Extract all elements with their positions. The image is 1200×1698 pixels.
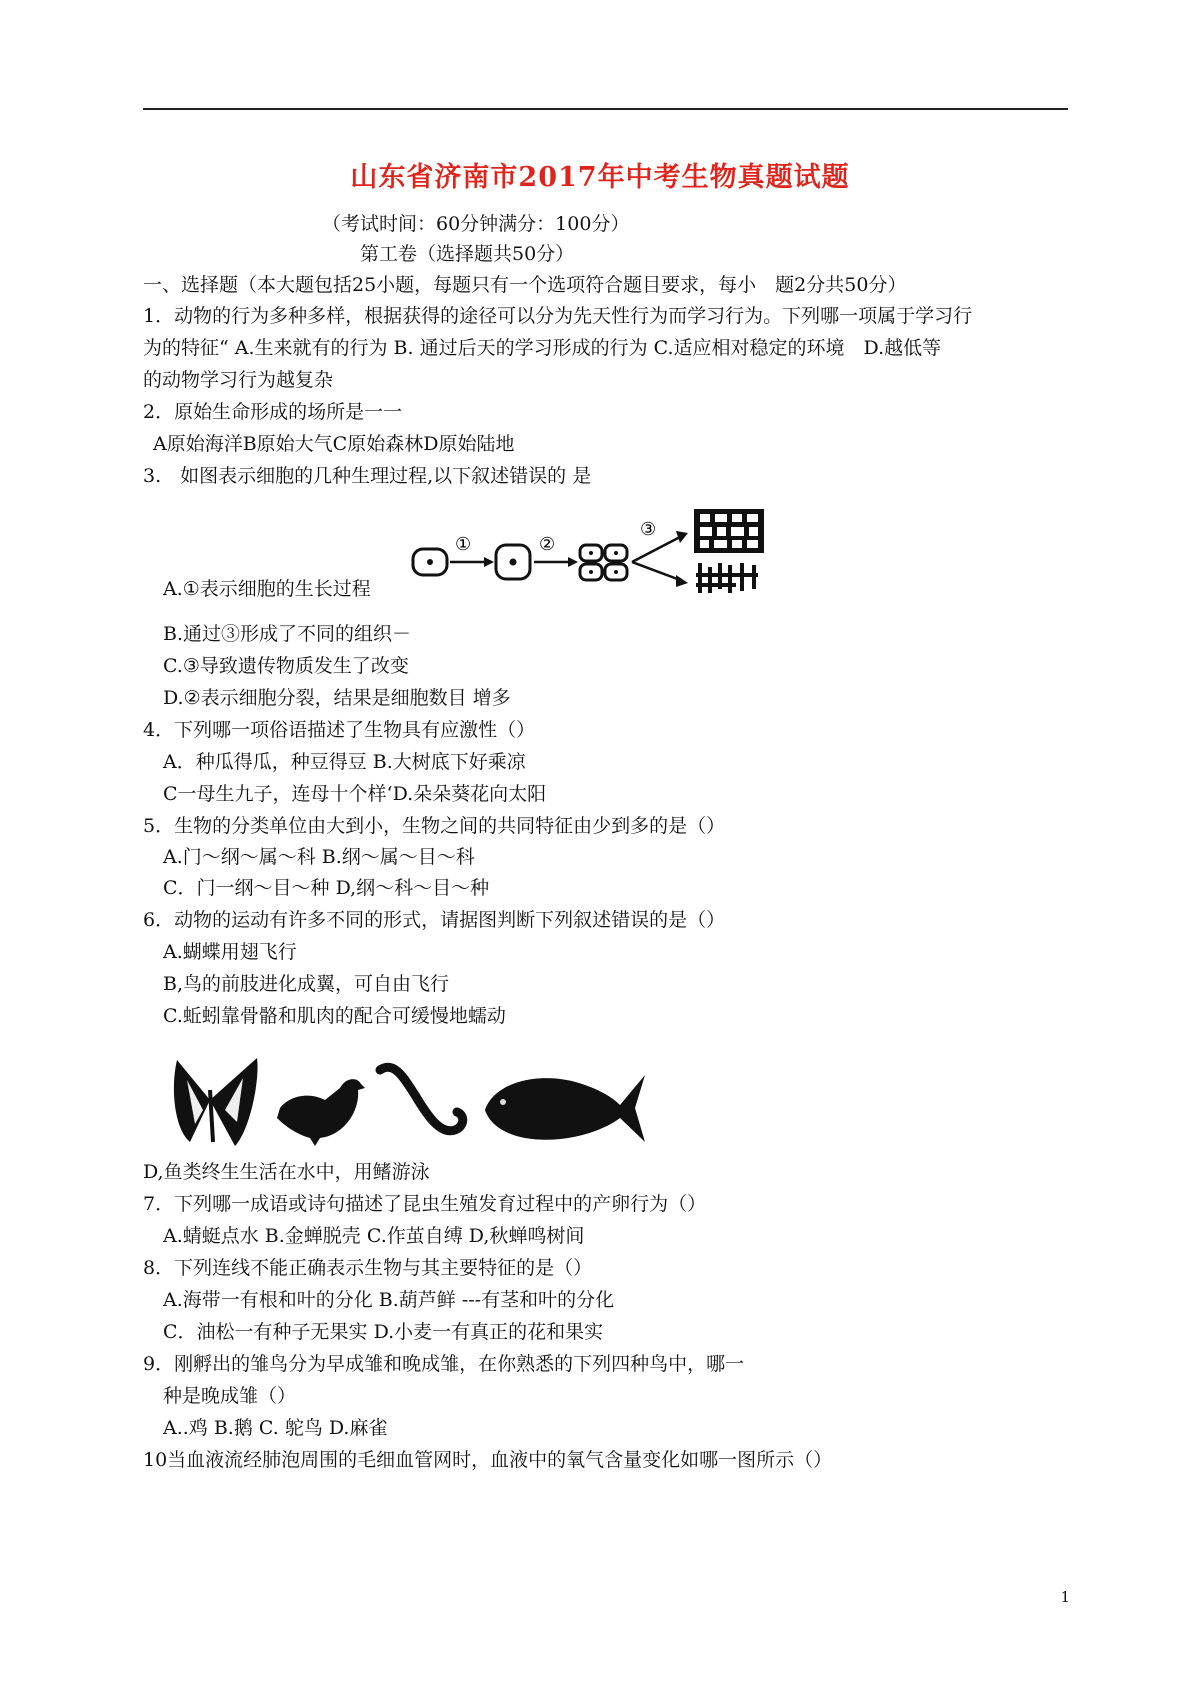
q2-options: A原始海洋B原始大气C原始森林D原始陆地 [153,433,515,455]
q10-stem: 10当血液流经肺泡周围的毛细血管网时，血液中的氧气含量变化如哪一图所示（） [143,1449,833,1471]
figure-label-2: ② [539,534,556,555]
q4-options-cd: C一母生九子，连母十个样‘D.朵朵葵花向太阳 [163,783,547,805]
q1-line3: 的动物学习行为越复杂 [143,369,334,391]
q2-line1: 2．原始生命形成的场所是一一 [143,401,403,423]
q9-options: A..鸡 B.鹅 C. 鸵鸟 D.麻雀 [163,1417,388,1439]
fish-icon [485,1075,645,1142]
q4-options-ab: A．种瓜得瓜，种豆得豆 B.大树底下好乘凉 [163,751,526,773]
q6-option-a: A.蝴蝶用翅飞行 [163,941,297,963]
q6-stem: 6．动物的运动有许多不同的形式，请据图判断下列叙述错误的是（） [143,909,726,931]
figure-label-3: ③ [640,519,657,540]
q3-stem: 3. 如图表示细胞的几种生理过程,以下叙述错误的 是 [143,465,592,487]
q7-stem: 7．下列哪一成语或诗句描述了昆虫生殖发育过程中的产卵行为（） [143,1193,707,1215]
figure-label-1: ① [455,534,472,555]
q5-options-ab: A.门～纲～属～科 B.纲～属～目～科 [163,846,475,868]
header-rule [143,108,1068,110]
tissue-bottom [696,563,758,593]
part-heading: 一、选择题（本大题包括25小题，每题只有一个选项符合题目要求，每小 题2分共50分） [143,274,907,296]
exam-info: （考试时间：60分钟满分：100分） [322,213,630,235]
page-title: 山东省济南市2017年中考生物真题试题 [350,162,850,193]
animals-figure [165,1050,645,1150]
q1-line2: 为的特征“ A.生来就有的行为 B. 通过后天的学习形成的行为 C.适应相对稳定的环境 D.越低等 [143,337,942,359]
q6-option-d: D,鱼类终生生活在水中，用鳍游泳 [143,1161,430,1183]
tissue-top [694,509,764,553]
q9-stem-line1: 9．刚孵出的雏鸟分为早成雏和晚成雏，在你熟悉的下列四种鸟中，哪一 [143,1353,745,1375]
q5-options-cd: C．门一纲～目～种 D,纲～科～目～种 [163,877,490,899]
q3-option-b: B.通过③形成了不同的组织－ [163,623,412,645]
q3-option-c: C.③导致遗传物质发生了改变 [163,655,409,677]
q6-option-c: C.蚯蚓靠骨骼和肌肉的配合可缓慢地蠕动 [163,1005,506,1027]
butterfly-icon [174,1058,258,1146]
q8-options-ab: A.海带一有根和叶的分化 B.葫芦鲜 ---有茎和叶的分化 [163,1289,615,1311]
q3-option-d: D.②表示细胞分裂，结果是细胞数目 增多 [163,687,511,709]
q5-stem: 5．生物的分类单位由大到小，生物之间的共同特征由少到多的是（） [143,815,726,837]
q6-option-b: B,鸟的前肢进化成翼，可自由飞行 [163,973,450,995]
q4-stem: 4．下列哪一项俗语描述了生物具有应激性（） [143,719,536,741]
q3-option-a: A.①表示细胞的生长过程 [163,578,371,600]
q7-options: A.蜻蜓点水 B.金蝉脱壳 C.作茧自缚 D,秋蝉鸣树间 [163,1225,585,1247]
earthworm-icon [380,1067,463,1130]
q9-stem-line2: 种是晚成雏（） [163,1385,297,1407]
page-number: 1 [1060,1588,1070,1606]
q1-line1: 1．动物的行为多种多样，根据获得的途径可以分为先天性行为而学习行为。下列哪一项属于学习行 [143,305,973,327]
q8-stem: 8．下列连线不能正确表示生物与其主要特征的是（） [143,1257,593,1279]
cell-process-figure [408,505,788,595]
section-heading: 第工卷（选择题共50分） [360,243,575,265]
q8-options-cd: C．油松一有种子无果实 D.小麦一有真正的花和果实 [163,1321,604,1343]
bird-icon [277,1079,365,1146]
